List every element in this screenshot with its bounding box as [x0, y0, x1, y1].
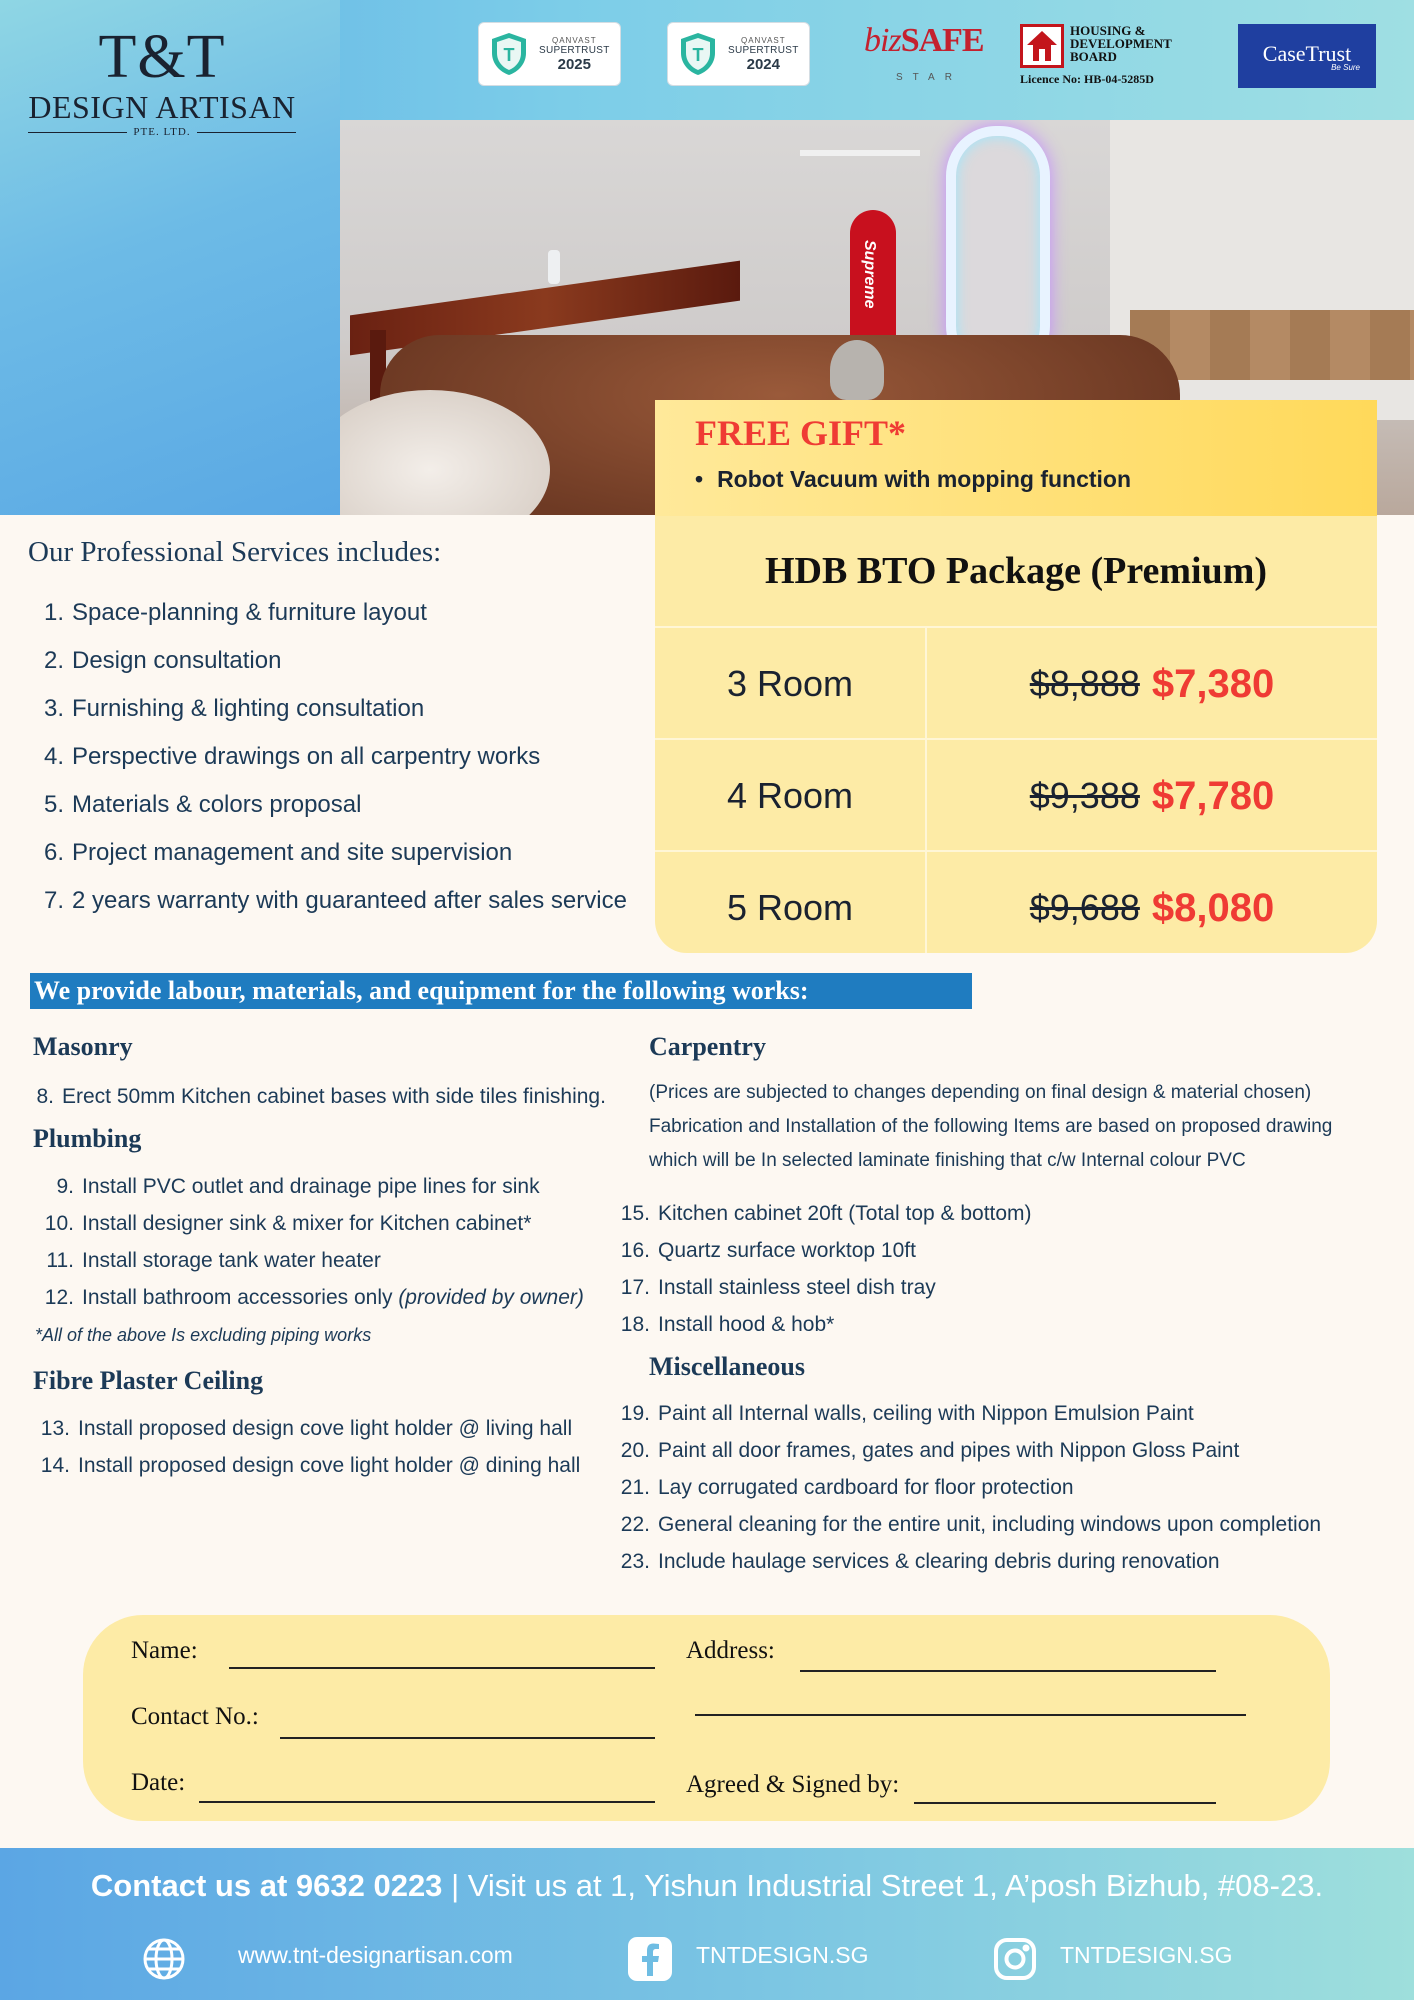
free-gift-title: FREE GIFT*	[695, 413, 907, 453]
list-item: 19. Paint all Internal walls, ceiling with Nippon Emulsion Paint	[620, 1402, 1194, 1425]
ceiling-heading: Fibre Plaster Ceiling	[33, 1366, 264, 1395]
list-item: 13. Install proposed design cove light holder @ living hall	[40, 1417, 573, 1440]
casetrust-logo: CaseTrust Be Sure	[1238, 24, 1376, 88]
company-logo	[22, 24, 302, 138]
address-field[interactable]	[800, 1670, 1216, 1672]
facebook-icon	[627, 1936, 673, 1982]
list-item: 14. Install proposed design cove light holder @ dining hall	[40, 1454, 581, 1477]
surfboard: Supreme	[850, 210, 896, 360]
list-item: 21. Lay corrugated cardboard for floor protection	[620, 1476, 1074, 1499]
supertrust-2024-badge: T QANVAST SUPERTRUST 2024	[667, 22, 810, 86]
svg-text:T: T	[503, 45, 515, 65]
list-item: 17. Install stainless steel dish tray	[620, 1276, 936, 1299]
list-item: 7. 2 years warranty with guaranteed after sales service	[44, 887, 627, 914]
bizsafe-star-logo: bizSAFE STAR	[864, 22, 984, 83]
list-item: 9. Install PVC outlet and drainage pipe lines for sink	[56, 1175, 540, 1198]
footer-contact: Contact us at 9632 0223 | Visit us at 1, Yishun Industrial Street 1, A’posh Bizhub, #08-23.	[90, 1868, 1324, 1903]
services-list	[44, 592, 627, 928]
hdb-licence: Licence No: HB-04-5285D	[1020, 72, 1154, 86]
house-icon	[1020, 24, 1064, 68]
list-item: 6. Project management and site supervision	[44, 839, 513, 866]
logo-suffix: PTE. LTD.	[22, 126, 302, 138]
discounted-price: $7,380	[1151, 661, 1275, 706]
supertrust-2025-badge: T QANVAST SUPERTRUST 2025	[478, 22, 621, 86]
carpentry-list	[610, 1195, 1032, 1343]
list-item: 16. Quartz surface worktop 10ft	[620, 1239, 916, 1262]
hdb-name: HOUSING & DEVELOPMENT BOARD	[1070, 23, 1172, 64]
globe-icon	[141, 1936, 187, 1982]
address-label: Address:	[686, 1637, 775, 1664]
package-title: HDB BTO Package (Premium)	[655, 516, 1377, 628]
contact-label: Contact No.:	[131, 1703, 259, 1730]
footer	[0, 1848, 1414, 2000]
hdb-logo	[1018, 24, 1198, 90]
discounted-price: $7,780	[1151, 773, 1275, 818]
list-item: 22. General cleaning for the entire unit, including windows upon completion	[620, 1513, 1322, 1536]
miscellaneous-list	[610, 1395, 1321, 1580]
package-row-4-room	[655, 740, 1377, 852]
signature-field[interactable]	[914, 1802, 1216, 1804]
list-item: 20. Paint all door frames, gates and pipes with Nippon Gloss Paint	[620, 1439, 1240, 1462]
svg-text:T: T	[692, 45, 704, 65]
package-table	[655, 516, 1377, 953]
free-gift-item: • Robot Vacuum with mopping function	[695, 466, 1131, 493]
original-price: $9,688	[1029, 887, 1140, 928]
package-row-5-room	[655, 852, 1377, 953]
plumbing-heading: Plumbing	[33, 1124, 142, 1153]
signup-form	[83, 1615, 1330, 1821]
instagram-icon	[992, 1936, 1038, 1982]
contact-field[interactable]	[280, 1737, 655, 1739]
package-row-3-room	[655, 628, 1377, 740]
facebook-link[interactable]: TNTDESIGN.SG	[696, 1942, 869, 1968]
discounted-price: $8,080	[1151, 885, 1275, 930]
list-item: 8. Erect 50mm Kitchen cabinet bases with side tiles finishing.	[36, 1085, 606, 1108]
room-type: 3 Room	[655, 628, 927, 740]
list-item: 1. Space-planning & furniture layout	[44, 599, 427, 626]
ceiling-list	[30, 1410, 580, 1484]
list-item: 11. Install storage tank water heater	[46, 1249, 381, 1272]
room-type: 5 Room	[655, 852, 927, 953]
logo-mark: T&T	[98, 23, 226, 91]
logo-name: DESIGN ARTISAN	[28, 89, 296, 125]
works-banner: We provide labour, materials, and equipment for the following works:	[30, 973, 972, 1009]
original-price: $8,888	[1029, 663, 1140, 704]
masonry-heading: Masonry	[33, 1032, 133, 1061]
footer-address: Visit us at 1, Yishun Industrial Street 1, A’posh Bizhub, #08-23.	[467, 1868, 1324, 1903]
list-item: 23. Include haulage services & clearing debris during renovation	[620, 1550, 1220, 1573]
masonry-list	[14, 1078, 606, 1115]
plumbing-list	[34, 1168, 584, 1316]
name-field[interactable]	[229, 1667, 655, 1669]
shield-icon	[489, 31, 529, 77]
shield-icon	[678, 31, 718, 77]
carpentry-description: (Prices are subjected to changes depending on final design & material chosen) Fabrication and Installation of the following Items are based on proposed drawing which will be In selected laminate finishing that c/w Internal colour PVC	[649, 1082, 1333, 1171]
free-gift-panel	[655, 400, 1377, 516]
date-field[interactable]	[199, 1801, 655, 1803]
list-item: 2. Design consultation	[44, 647, 282, 674]
original-price: $9,388	[1029, 775, 1140, 816]
list-item: 4. Perspective drawings on all carpentry works	[44, 743, 541, 770]
instagram-link[interactable]: TNTDESIGN.SG	[1060, 1942, 1233, 1968]
address-field-line2[interactable]	[695, 1714, 1246, 1716]
plumbing-note: *All of the above Is excluding piping works	[35, 1325, 372, 1345]
footer-phone: Contact us at 9632 0223	[90, 1868, 443, 1903]
list-item: 3. Furnishing & lighting consultation	[44, 695, 425, 722]
list-item: 12. Install bathroom accessories only (provided by owner)	[44, 1286, 584, 1309]
services-title: Our Professional Services includes:	[28, 536, 442, 568]
list-item: 10. Install designer sink & mixer for Kitchen cabinet*	[44, 1212, 532, 1235]
miscellaneous-heading: Miscellaneous	[649, 1352, 805, 1381]
date-label: Date:	[131, 1769, 186, 1796]
signed-label: Agreed & Signed by:	[686, 1771, 900, 1798]
list-item: 5. Materials & colors proposal	[44, 791, 362, 818]
website-link[interactable]: www.tnt-designartisan.com	[238, 1942, 513, 1968]
list-item: 18. Install hood & hob*	[620, 1313, 835, 1336]
list-item: 15. Kitchen cabinet 20ft (Total top & bottom)	[620, 1202, 1032, 1225]
name-label: Name:	[131, 1637, 198, 1664]
carpentry-heading: Carpentry	[649, 1032, 766, 1061]
room-type: 4 Room	[655, 740, 927, 852]
